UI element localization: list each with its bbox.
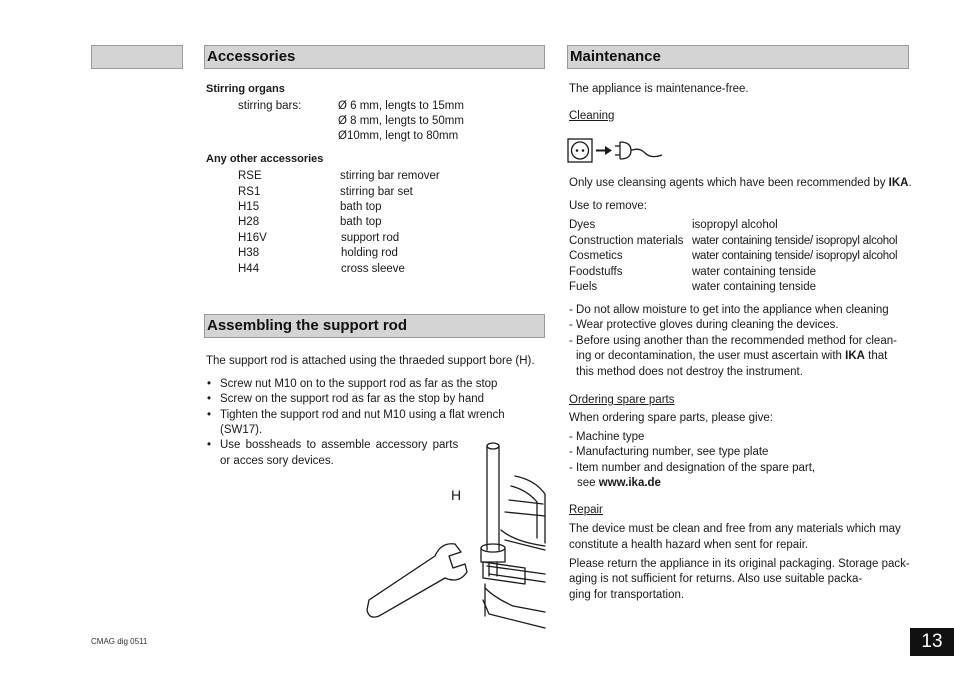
assembling-intro: The support rod is attached using the thraeded support bore (H). bbox=[206, 355, 535, 367]
note-text: ing or decontamination, the user must ascertain with bbox=[576, 350, 846, 362]
left-margin-bar bbox=[91, 45, 183, 69]
remove-agent: water containing tenside bbox=[692, 266, 817, 278]
accessory-desc: support rod bbox=[341, 232, 400, 244]
accessory-code: RSE bbox=[238, 170, 262, 182]
ordering-item-cont bbox=[577, 476, 661, 492]
accessory-code: RS1 bbox=[238, 186, 261, 198]
remove-item: Foodstuffs bbox=[569, 266, 623, 278]
remove-agent: water containing tenside bbox=[692, 281, 817, 293]
unplug-before-cleaning-icon bbox=[567, 138, 665, 164]
accessory-code: H28 bbox=[238, 216, 260, 228]
assembling-step: Use bossheads to assemble accessory parts bbox=[220, 439, 459, 451]
accessory-desc: stirring bar remover bbox=[340, 170, 440, 182]
remove-item: Dyes bbox=[569, 219, 596, 231]
remove-item: Construction materials bbox=[569, 235, 684, 247]
accessory-desc: bath top bbox=[340, 201, 382, 213]
ordering-item: - Manufacturing number, see type plate bbox=[569, 446, 769, 458]
bullet-dot: • bbox=[207, 409, 212, 421]
accessory-code: H38 bbox=[238, 247, 260, 259]
note-text: that bbox=[864, 350, 888, 362]
accessory-desc: bath top bbox=[340, 216, 382, 228]
bullet-dot: • bbox=[207, 378, 212, 390]
doc-code: CMAG dig 0511 bbox=[91, 637, 148, 646]
bullet-dot: • bbox=[207, 439, 212, 451]
repair-heading: Repair bbox=[569, 504, 603, 516]
remove-agent: water containing tenside/ isopropyl alcohol bbox=[692, 235, 898, 247]
ordering-intro: When ordering spare parts, please give: bbox=[569, 412, 773, 424]
stirring-bar-size: Ø10mm, lengt to 80mm bbox=[338, 130, 459, 142]
support-rod-illustration bbox=[365, 438, 547, 630]
assembling-step: Screw on the support rod as far as the stop by hand bbox=[220, 393, 485, 405]
accessory-desc: cross sleeve bbox=[341, 263, 405, 275]
figure-label-h: H bbox=[451, 487, 462, 503]
cleaning-heading: Cleaning bbox=[569, 110, 615, 122]
repair-text: The device must be clean and free from any materials which may bbox=[569, 523, 901, 535]
cleansing-text: Only use cleansing agents which have been recommended by bbox=[569, 177, 889, 189]
ika-website-link[interactable]: www.ika.de bbox=[598, 477, 661, 489]
stirring-bar-size: Ø 8 mm, lengts to 50mm bbox=[338, 115, 464, 127]
maintenance-title: Maintenance bbox=[570, 48, 661, 65]
cleaning-note-cont bbox=[576, 349, 887, 365]
maintenance-intro: The appliance is maintenance-free. bbox=[569, 83, 749, 95]
remove-item: Cosmetics bbox=[569, 250, 623, 262]
cleaning-note-cont: this method does not destroy the instrument. bbox=[576, 366, 803, 378]
assembling-step: Tighten the support rod and nut M10 using a flat wrench bbox=[220, 409, 505, 421]
remove-agent: isopropyl alcohol bbox=[692, 219, 778, 231]
see-text: see bbox=[577, 477, 599, 489]
accessory-code: H16V bbox=[238, 232, 267, 244]
assembling-step: Screw nut M10 on to the support rod as far as the stop bbox=[220, 378, 498, 390]
stirring-organs-heading: Stirring organs bbox=[206, 83, 285, 95]
accessory-desc: stirring bar set bbox=[340, 186, 413, 198]
ordering-heading: Ordering spare parts bbox=[569, 394, 675, 406]
cleaning-note: - Wear protective gloves during cleaning the devices. bbox=[569, 319, 839, 331]
cleaning-note: - Do not allow moisture to get into the appliance when cleaning bbox=[569, 304, 889, 316]
assembling-title: Assembling the support rod bbox=[207, 317, 408, 334]
repair-text: ging for transportation. bbox=[569, 589, 685, 601]
repair-text: Please return the appliance in its original packaging. Storage pack- bbox=[569, 558, 910, 570]
cleaning-note: - Before using another than the recommended method for clean- bbox=[569, 335, 897, 347]
ordering-item: - Item number and designation of the spare part, bbox=[569, 462, 816, 474]
stirring-bar-size: Ø 6 mm, lengts to 15mm bbox=[338, 100, 464, 112]
brand-ika: IKA bbox=[888, 177, 909, 189]
cleansing-agents-note bbox=[569, 176, 912, 192]
repair-text: constitute a health hazard when sent for repair. bbox=[569, 539, 809, 551]
accessory-code: H44 bbox=[238, 263, 260, 275]
use-to-remove-label: Use to remove: bbox=[569, 200, 647, 212]
remove-item: Fuels bbox=[569, 281, 598, 293]
stirring-bars-label: stirring bars: bbox=[238, 100, 302, 112]
other-accessories-heading: Any other accessories bbox=[206, 153, 324, 165]
accessory-code: H15 bbox=[238, 201, 260, 213]
ordering-item: - Machine type bbox=[569, 431, 645, 443]
accessories-title: Accessories bbox=[207, 48, 296, 65]
assembling-step-cont: (SW17). bbox=[220, 424, 263, 436]
assembling-step-cont: or acces sory devices. bbox=[220, 455, 334, 467]
bullet-dot: • bbox=[207, 393, 212, 405]
remove-agent: water containing tenside/ isopropyl alcohol bbox=[692, 250, 898, 262]
brand-ika: IKA bbox=[845, 350, 865, 362]
period: . bbox=[908, 177, 912, 189]
accessory-desc: holding rod bbox=[341, 247, 398, 259]
repair-text: aging is not sufficient for returns. Also use suitable packa- bbox=[569, 573, 863, 585]
page-number: 13 bbox=[910, 628, 954, 656]
